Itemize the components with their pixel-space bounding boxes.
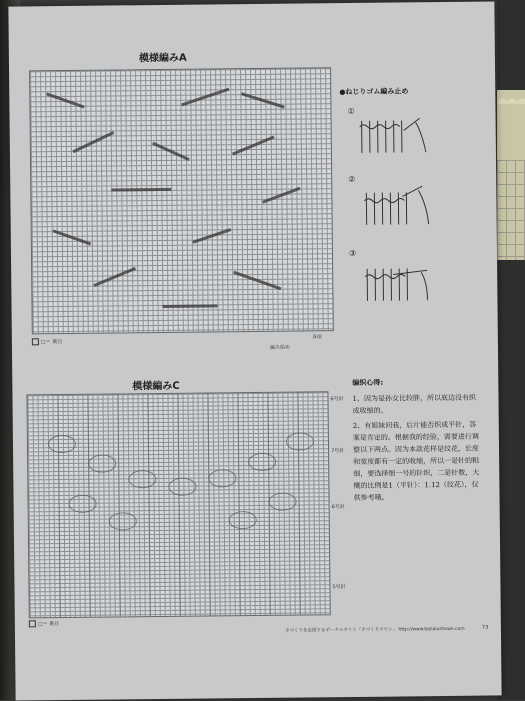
chart-c-lattice: [229, 511, 257, 529]
chart-a-width-label: 身頃: [311, 334, 322, 341]
purl-symbol-icon: [29, 620, 36, 627]
step-3-illustration: [363, 260, 433, 303]
chart-c-rib-line: [147, 394, 150, 616]
chart-c-lattice: [268, 493, 296, 511]
chart-c-rib-line: [297, 393, 300, 615]
chart-c-legend: [29, 620, 59, 627]
notes-paragraph: 2、有姐妹问我，后片能否织成平针，答案是肯定的。根据我的经验，需要进行调整以下两点。因为本款花样是纹花，长度和宽度都有一定的收缩，所以一是针的粗细，要选择细一号的针织，二是针数，大概的比例是1（平针）：1.12（纹花），仅供参考哦。: [352, 420, 480, 502]
chart-c-rib-line: [57, 395, 60, 617]
chart-a-motif: [152, 142, 190, 161]
chart-a-motif: [46, 92, 85, 108]
chart-c-rib-line: [177, 394, 180, 616]
chart-a-legend: [32, 338, 62, 345]
knitting-notes: [352, 376, 481, 507]
step-2-illustration: [362, 184, 432, 227]
page-number: 73: [481, 624, 489, 631]
chart-a-motif: [262, 187, 300, 204]
chart-a-motif: [181, 88, 229, 107]
chart-c-rib-line: [117, 394, 120, 616]
chart-a-motif: [192, 228, 231, 244]
step-1-illustration: [358, 112, 428, 155]
chart-a-motif: [72, 131, 114, 153]
chart-a-motif: [52, 229, 91, 245]
chart-c-lattice: [248, 453, 276, 471]
footer-text: 手づくりを応援するポータルサイト「手づくりタウン」 http://www.tezukuritown.com: [284, 626, 465, 634]
chart-a-motif: [93, 267, 136, 287]
chart-c-rib-line: [207, 393, 210, 615]
chart-a-grid: [29, 67, 334, 334]
notes-title: 编织心得:: [352, 378, 384, 387]
chart-c-legend-text: □＝ 裏目: [37, 621, 60, 628]
neighbor-page-edge: [497, 90, 525, 104]
chart-c-lattice: [168, 478, 196, 496]
step-2-number: ②: [348, 174, 356, 185]
step-1-number: ①: [347, 106, 355, 117]
needle-size-label: 6号針: [331, 504, 345, 511]
chart-c-grid: [26, 391, 330, 618]
neighbor-page-grid: [497, 160, 525, 260]
needle-size-label: 7号針: [331, 448, 345, 455]
chart-c-title: 模様編みC: [132, 380, 180, 393]
chart-c-lattice: [88, 454, 116, 472]
chart-c-lattice: [128, 470, 156, 488]
chart-a-knit-start: 編み始め: [269, 344, 291, 351]
chart-c-lattice: [68, 495, 96, 513]
chart-a-motif: [232, 135, 275, 155]
chart-c-lattice: [286, 432, 314, 450]
notes-paragraph: 1、因为是孙女比较胖，所以底边没有织成收缩的。: [352, 393, 476, 415]
chart-a-motif: [111, 188, 171, 192]
purl-symbol-icon: [32, 338, 39, 345]
chart-c-lattice: [48, 435, 76, 453]
technique-title: ●ねじりゴム編み止め: [339, 87, 409, 97]
chart-c-lattice: [109, 512, 137, 530]
chart-c-rib-line: [237, 393, 240, 615]
chart-a-legend-text: □＝ 裏目: [40, 339, 63, 346]
chart-a-motif: [233, 271, 281, 290]
step-3-number: ③: [348, 248, 357, 259]
chart-a-title: 模様編みA: [138, 52, 187, 65]
chart-a-motif: [163, 304, 218, 308]
needle-size-label: 5号針: [332, 584, 346, 591]
chart-a-motif: [241, 92, 285, 108]
needle-size-label: 6号針: [330, 396, 344, 403]
magazine-page: [8, 1, 501, 700]
chart-c-lattice: [208, 469, 236, 487]
